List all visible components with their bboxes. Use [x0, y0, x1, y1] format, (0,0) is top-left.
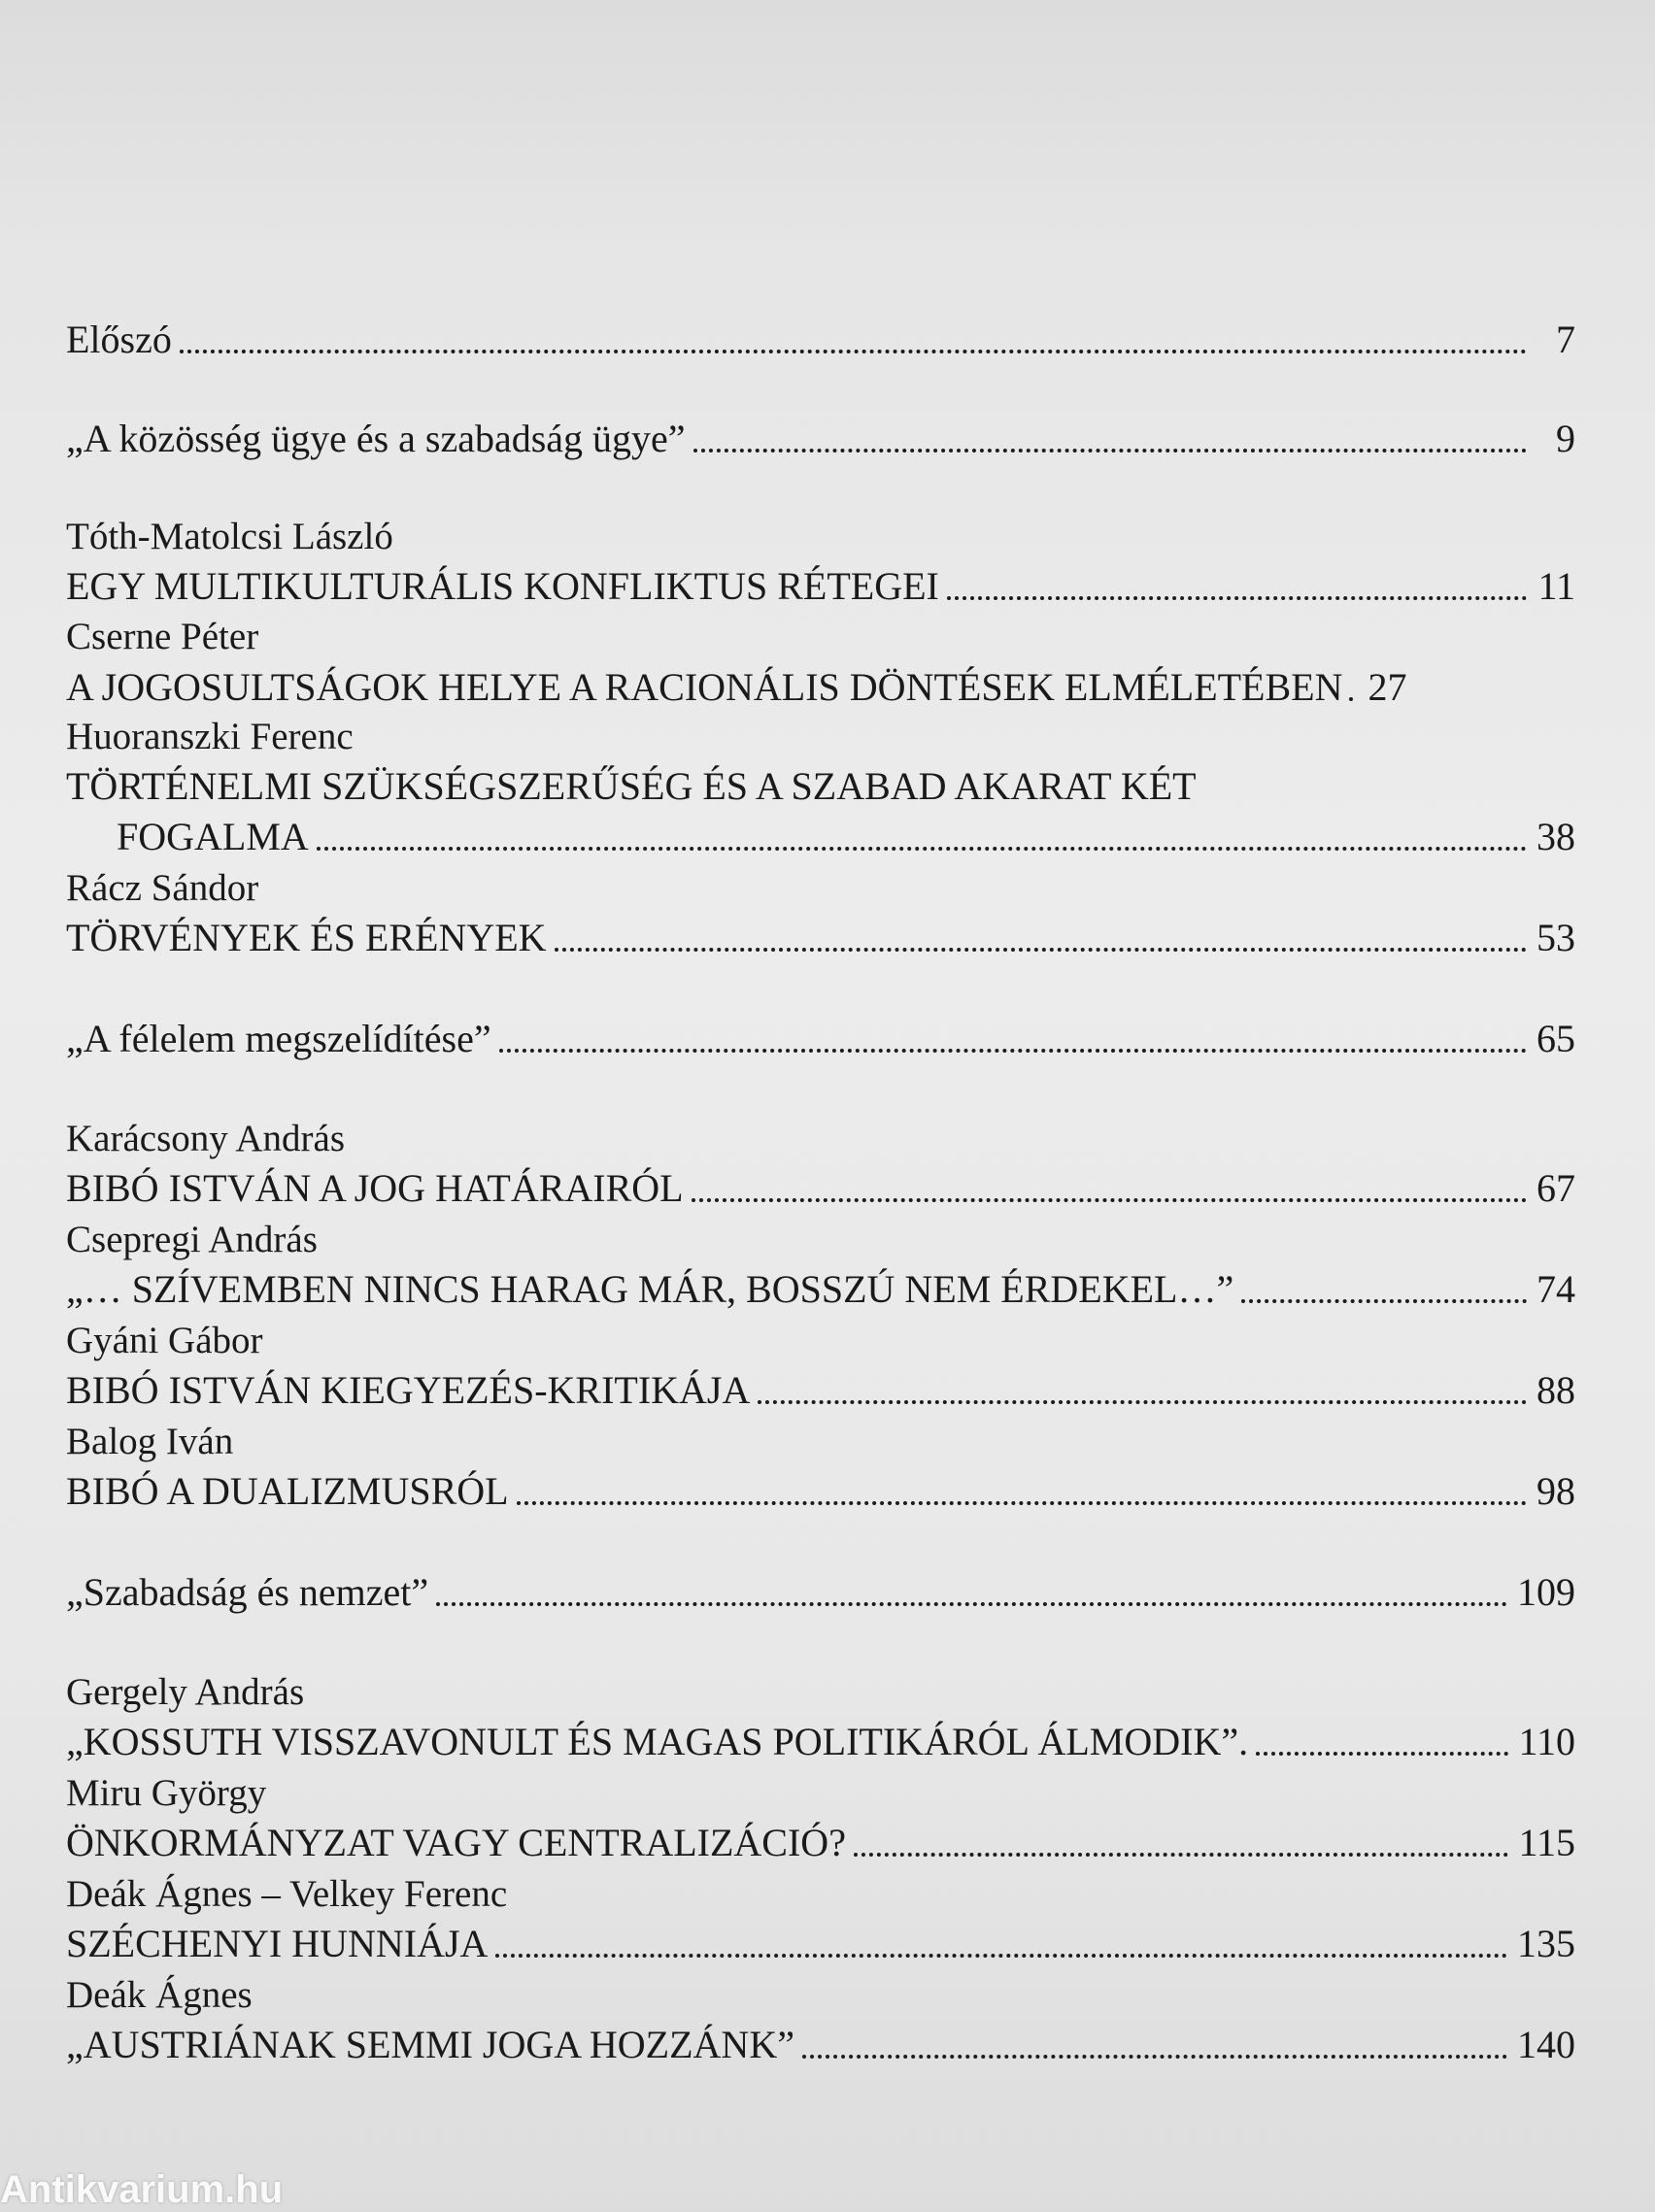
dot-leader — [692, 1198, 1527, 1202]
dot-leader — [555, 948, 1527, 952]
toc-entry — [66, 757, 1575, 806]
toc-entry-title: TÖRTÉNELMI SZÜKSÉGSZERŰSÉG ÉS A SZABAD AKARAT KÉT — [66, 764, 1197, 808]
toc-author — [66, 1109, 345, 1157]
toc-author — [66, 1662, 304, 1711]
toc-entry-title-continued: FOGALMA — [117, 815, 309, 858]
toc-entry — [66, 1814, 1575, 1862]
toc-entry — [66, 2016, 1575, 2064]
toc-line-eloszo — [66, 311, 1575, 359]
toc-entry-title: BIBÓ A DUALIZMUSRÓL — [66, 1469, 509, 1513]
toc-author — [66, 607, 258, 655]
toc-page-number: 135 — [1517, 1922, 1575, 1965]
toc-author — [66, 858, 258, 907]
dot-leader — [499, 1049, 1527, 1053]
toc-page-number: 110 — [1518, 1720, 1575, 1763]
toc-line-section — [66, 1563, 1575, 1612]
toc-entry-title: A JOGOSULTSÁGOK HELYE A RACIONÁLIS DÖNTÉSEK ELMÉLETÉBEN — [66, 665, 1343, 709]
dot-leader — [947, 596, 1527, 600]
dot-leader — [517, 1501, 1527, 1505]
watermark: Antikvarium.hu — [0, 2168, 284, 2211]
dot-leader — [317, 847, 1527, 851]
toc-author — [66, 1412, 233, 1460]
toc-page-number: 53 — [1537, 916, 1575, 959]
dot-leader — [693, 449, 1527, 452]
dot-leader — [1349, 697, 1355, 701]
toc-page-number: 27 — [1368, 665, 1407, 709]
author-name: Gyáni Gábor — [66, 1320, 263, 1361]
dot-leader — [436, 1602, 1507, 1606]
toc-section-title: „Szabadság és nemzet” — [66, 1570, 429, 1614]
toc-page-number: 98 — [1537, 1469, 1575, 1513]
toc-page-number: 109 — [1517, 1570, 1575, 1614]
dot-leader — [854, 1853, 1509, 1857]
toc-author — [66, 1210, 318, 1258]
author-name: Miru György — [66, 1772, 267, 1814]
author-name: Rácz Sándor — [66, 867, 259, 909]
toc-entry-title: EGY MULTIKULTURÁLIS KONFLIKTUS RÉTEGEI — [66, 564, 939, 608]
author-name: Tóth-Matolcsi László — [66, 516, 393, 557]
author-name: Cserne Péter — [66, 616, 259, 657]
toc-entry — [66, 1159, 1575, 1208]
toc-author — [66, 1311, 263, 1359]
toc-entry — [66, 1915, 1575, 1963]
author-name: Balog Iván — [66, 1421, 234, 1462]
toc-entry — [66, 1260, 1575, 1309]
toc-author — [66, 1864, 507, 1913]
toc-entry-title: „… SZÍVEMBEN NINCS HARAG MÁR, BOSSZÚ NEM ÉRDEKEL…” — [66, 1267, 1234, 1311]
toc-author — [66, 507, 393, 555]
toc-page-number: 7 — [1556, 318, 1575, 361]
toc-entry — [66, 1361, 1575, 1410]
toc-page-number: 38 — [1537, 815, 1575, 858]
toc-entry — [66, 1713, 1575, 1761]
toc-page-number: 9 — [1556, 417, 1575, 460]
toc-entry — [66, 658, 1575, 707]
toc-entry-title: „KOSSUTH VISSZAVONULT ÉS MAGAS POLITIKÁRÓL ÁLMODIK”. — [66, 1720, 1249, 1763]
author-name: Deák Ágnes – Velkey Ferenc — [66, 1873, 508, 1915]
toc-section-title: „A félelem megszelídítése” — [66, 1017, 491, 1060]
author-name: Karácsony András — [66, 1118, 345, 1159]
toc-entry-title: „AUSTRIÁNAK SEMMI JOGA HOZZÁNK” — [66, 2023, 794, 2066]
toc-entry-title: SZÉCHENYI HUNNIÁJA — [66, 1922, 489, 1965]
toc-page-number: 67 — [1537, 1166, 1575, 1210]
toc-page-number: 74 — [1537, 1267, 1575, 1311]
toc-page-number: 88 — [1537, 1368, 1575, 1412]
author-name: Gergely András — [66, 1671, 305, 1713]
dot-leader — [802, 2055, 1507, 2059]
toc-page-number: 11 — [1537, 564, 1575, 608]
toc-entry-title: BIBÓ ISTVÁN KIEGYEZÉS-KRITIKÁJA — [66, 1368, 751, 1412]
toc-line-section — [66, 1010, 1575, 1058]
toc-entry-title: TÖRVÉNYEK ÉS ERÉNYEK — [66, 916, 547, 959]
toc-entry — [66, 1462, 1575, 1511]
toc-entry — [66, 557, 1575, 606]
toc-title: Előszó — [66, 318, 172, 361]
toc-page-number: 115 — [1518, 1821, 1575, 1864]
toc-author — [66, 1965, 253, 2014]
toc-entry-continuation — [66, 808, 1575, 856]
toc-page-number: 65 — [1537, 1017, 1575, 1060]
toc-section-title: „A közösség ügye és a szabadság ügye” — [66, 417, 686, 460]
dot-leader — [180, 350, 1527, 353]
author-name: Huoranszki Ferenc — [66, 716, 354, 757]
toc-entry-title: ÖNKORMÁNYZAT VAGY CENTRALIZÁCIÓ? — [66, 1821, 846, 1864]
author-name: Csepregi András — [66, 1219, 318, 1260]
toc-author — [66, 707, 354, 755]
toc-entry-title: BIBÓ ISTVÁN A JOG HATÁRAIRÓL — [66, 1166, 684, 1210]
dot-leader — [758, 1400, 1527, 1404]
dot-leader — [495, 1954, 1507, 1958]
toc-page-number: 140 — [1517, 2023, 1575, 2066]
dot-leader — [1256, 1752, 1508, 1756]
author-name: Deák Ágnes — [66, 1974, 253, 2016]
toc-author — [66, 1763, 266, 1812]
toc-entry — [66, 909, 1575, 957]
toc-line-section — [66, 410, 1575, 458]
dot-leader — [1241, 1299, 1527, 1303]
